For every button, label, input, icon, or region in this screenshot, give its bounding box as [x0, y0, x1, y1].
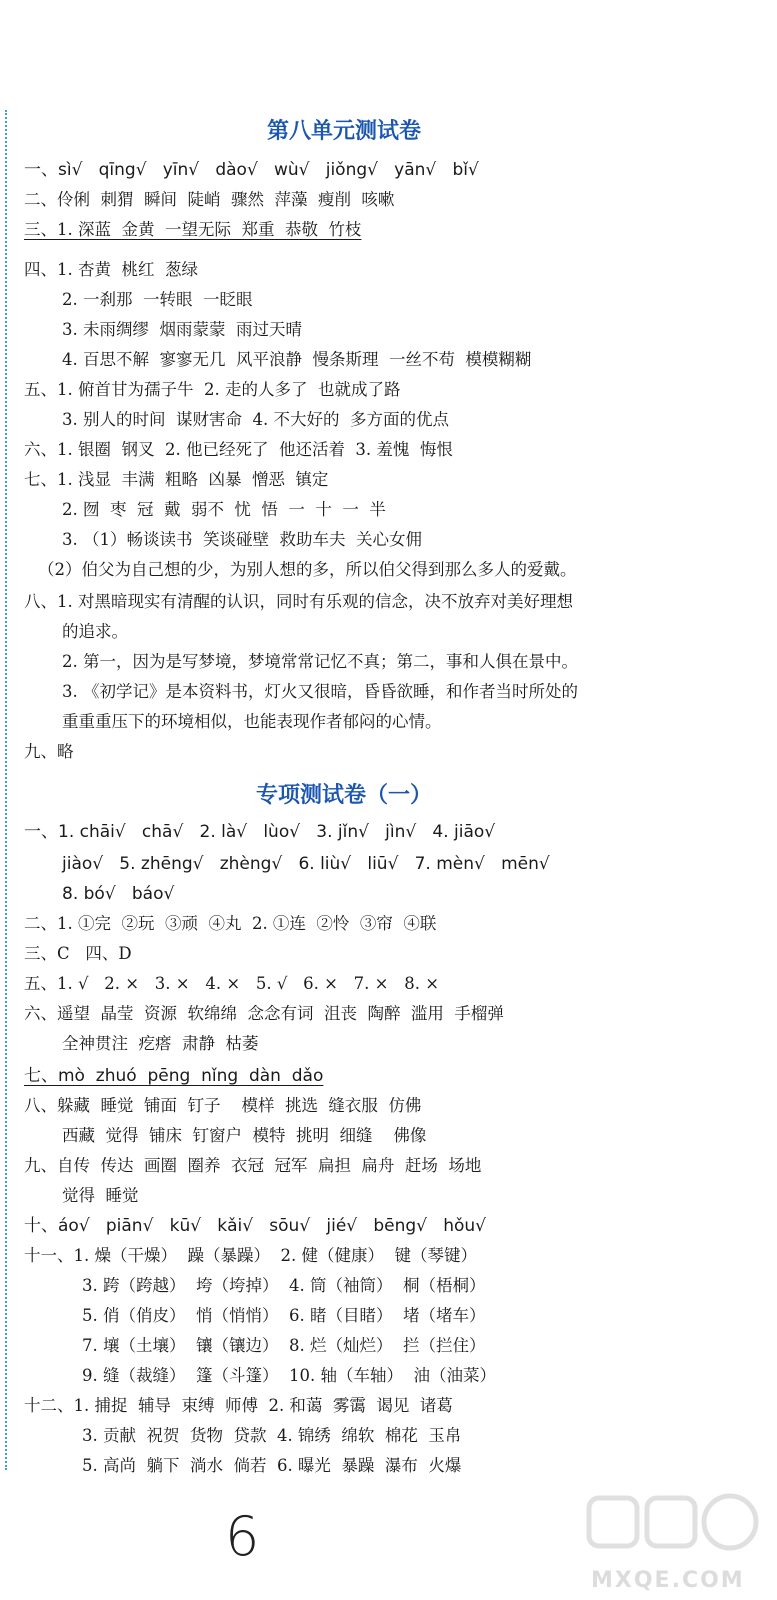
watermark-text: MXQE.COM: [591, 1568, 745, 1593]
answer2-line-14: 十、áo√ piān√ kū√ kǎi√ sōu√ jié√ bēng√ hǒu√: [24, 1216, 486, 1236]
answer-line-8: 五、1. 俯首甘为孺子牛 2. 走的人多了 也就成了路: [24, 380, 401, 399]
answer2-line-13: 觉得 睡觉: [62, 1186, 139, 1205]
section-title-special-1: 专项测试卷（一）: [255, 783, 432, 808]
answer-line-5: 2. 一刹那 一转眼 一眨眼: [62, 290, 253, 309]
answer2-line-18: 7. 壤（土壤） 镶（镶边） 8. 烂（灿烂） 拦（拦住）: [82, 1336, 486, 1355]
answer-line-6: 3. 未雨绸缪 烟雨蒙蒙 雨过天晴: [62, 320, 302, 339]
answer2-line-21: 3. 贡献 祝贺 货物 贷款 4. 锦绣 绵软 棉花 玉帛: [82, 1426, 462, 1445]
answer-line-1: 一、sì√ qīng√ yīn√ dào√ wù√ jiǒng√ yān√ bǐ√: [24, 160, 479, 180]
answer-line-7: 4. 百思不解 寥寥无几 风平浪静 慢条斯理 一丝不苟 模模糊糊: [62, 350, 532, 369]
answer2-line-6: 五、1. √ 2. × 3. × 4. × 5. √ 6. × 7. × 8. ×: [24, 974, 440, 993]
answer2-line-5: 三、C 四、D: [24, 944, 132, 963]
answer-line-9: 3. 别人的时间 谋财害命 4. 不大好的 多方面的优点: [62, 410, 449, 429]
answer-line-3: 三、1. 深蓝 金黄 一望无际 郑重 恭敬 竹枝: [24, 220, 362, 239]
answer2-line-2: jiào√ 5. zhēng√ zhèng√ 6. liù√ liū√ 7. mèn√ mēn√: [62, 854, 550, 874]
answer2-line-15: 十一、1. 燥（干燥） 躁（暴躁） 2. 健（健康） 键（琴键）: [24, 1246, 477, 1265]
section-title-unit-8: 第八单元测试卷: [266, 119, 421, 144]
answer-line-17: 2. 第一，因为是写梦境，梦境常常记忆不真；第二，事和人俱在景中。: [62, 652, 578, 671]
answer-line-10: 六、1. 银圈 钢叉 2. 他已经死了 他还活着 3. 羞愧 悔恨: [24, 440, 453, 459]
answer2-line-12: 九、自传 传达 画圈 圈养 衣冠 冠军 扁担 扁舟 赶场 场地: [24, 1156, 482, 1175]
answer2-line-22: 5. 高尚 躺下 淌水 倘若 6. 曝光 暴躁 瀑布 火爆: [82, 1456, 462, 1475]
answer2-line-16: 3. 跨（跨越） 垮（垮掉） 4. 筒（袖筒） 桐（梧桐）: [82, 1276, 486, 1295]
handwritten-page-number: 6: [225, 1505, 260, 1568]
answer2-line-1: 一、1. chāi√ chā√ 2. là√ lùo√ 3. jǐn√ jìn√ 4. jiāo√: [24, 822, 496, 842]
answer-line-12: 2. 囫 枣 冠 戴 弱不 忧 悟 一 十 一 半: [62, 500, 386, 519]
answer2-line-7: 六、遥望 晶莹 资源 软绵绵 念念有词 沮丧 陶醉 滥用 手榴弹: [24, 1004, 504, 1023]
watermark-icon: [585, 1490, 765, 1570]
answer2-line-8: 全神贯注 疙瘩 肃静 枯萎: [62, 1034, 259, 1053]
answer-line-4: 四、1. 杏黄 桃红 葱绿: [24, 260, 198, 279]
answer-line-16: 的追求。: [62, 622, 128, 641]
answer2-line-9: 七、mò zhuó pēng nǐng dàn dǎo: [24, 1066, 324, 1086]
answer2-line-3: 8. bó√ báo√: [62, 884, 175, 904]
binding-dotted-line: [5, 110, 7, 1470]
answer-line-20: 九、略: [24, 742, 74, 761]
answer-line-18: 3. 《初学记》是本资料书，灯火又很暗，昏昏欲睡，和作者当时所处的: [62, 682, 578, 701]
answer-line-15: 八、1. 对黑暗现实有清醒的认识，同时有乐观的信念，决不放弃对美好理想: [24, 592, 573, 611]
answer2-line-11: 西藏 觉得 铺床 钉窗户 模特 挑明 细缝 佛像: [62, 1126, 427, 1145]
answer2-line-19: 9. 缝（裁缝） 篷（斗篷） 10. 轴（车轴） 油（油菜）: [82, 1366, 496, 1385]
answer-line-14: （2）伯父为自己想的少，为别人想的多，所以伯父得到那么多人的爱戴。: [38, 560, 577, 579]
answer2-line-4: 二、1. ①完 ②玩 ③顽 ④丸 2. ①连 ②怜 ③帘 ④联: [24, 914, 437, 933]
answer2-line-17: 5. 俏（俏皮） 悄（悄悄） 6. 睹（目睹） 堵（堵车）: [82, 1306, 486, 1325]
answer-line-19: 重重重压下的环境相似，也能表现作者郁闷的心情。: [62, 712, 442, 731]
answer-line-2: 二、伶俐 刺猬 瞬间 陡峭 骤然 萍藻 瘦削 咳嗽: [24, 190, 395, 209]
answer-line-11: 七、1. 浅显 丰满 粗略 凶暴 憎恶 镇定: [24, 470, 329, 489]
answer-line-13: 3. （1）畅谈读书 笑谈碰壁 救助车夫 关心女佣: [62, 530, 422, 549]
answer2-line-10: 八、躲藏 睡觉 铺面 钉子 模样 挑选 缝衣服 仿佛: [24, 1096, 422, 1115]
watermark-logo: [585, 1490, 765, 1593]
answer2-line-20: 十二、1. 捕捉 辅导 束缚 师傅 2. 和蔼 雾霭 谒见 诸葛: [24, 1396, 453, 1415]
